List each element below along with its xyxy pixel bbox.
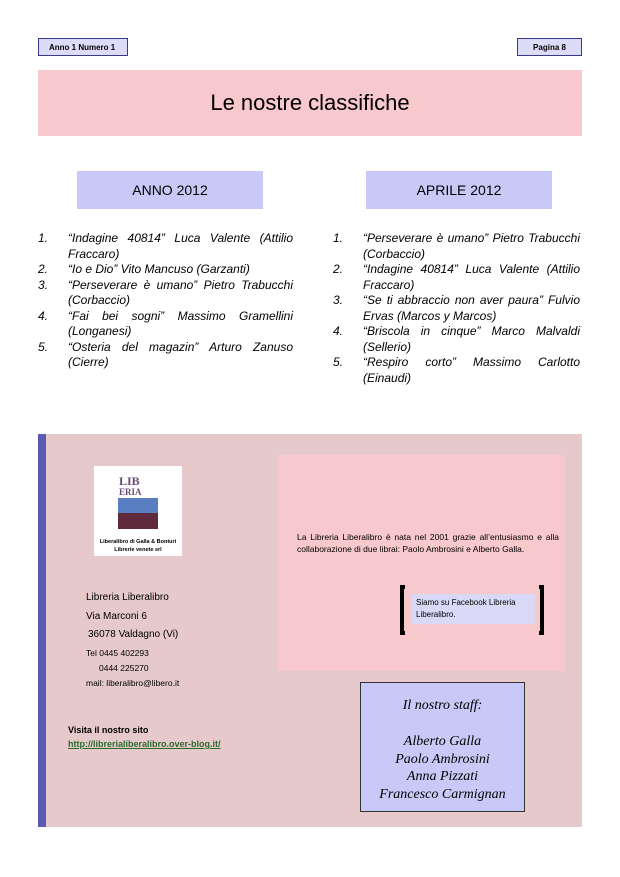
- item-text: “Perseverare è umano” Pietro Trabucchi (Corbaccio): [363, 231, 580, 261]
- staff-title: Il nostro staff:: [402, 698, 483, 713]
- item-number: 5.: [333, 355, 344, 369]
- list-item: [333, 262, 580, 293]
- heading-anno-2012: ANNO 2012: [77, 171, 263, 209]
- list-item: [38, 309, 293, 340]
- staff-member: Francesco Carmignan: [379, 786, 506, 802]
- item-text: “Indagine 40814” Luca Valente (Attilio Fraccaro): [363, 262, 580, 292]
- store-mail: mail: liberalibro@libero.it: [86, 678, 180, 688]
- item-number: 1.: [38, 231, 49, 245]
- list-item: [38, 231, 293, 262]
- item-text: “Respiro corto” Massimo Carlotto (Einaudi): [363, 355, 580, 385]
- site-label: Visita il nostro sito: [68, 725, 149, 735]
- site-link[interactable]: http://librerialiberalibro.over-blog.it/: [68, 739, 221, 749]
- svg-text:LIB: LIB: [119, 474, 140, 488]
- list-item: [38, 340, 293, 371]
- store-name: Libreria Liberalibro: [86, 592, 169, 603]
- list-item: [333, 231, 580, 262]
- bracket-left: [400, 585, 405, 635]
- item-text: “Osteria del magazin” Arturo Zanuso (Cierre): [68, 339, 293, 369]
- ranking-list-anno: [38, 231, 293, 371]
- staff-member: Alberto Galla: [403, 734, 482, 749]
- list-item: [38, 262, 293, 278]
- store-tel-2: 0444 225270: [99, 663, 149, 673]
- issue-label: Anno 1 Numero 1: [38, 38, 128, 56]
- liberalibro-logo-icon: [118, 471, 158, 529]
- decorative-stripe: [38, 434, 46, 827]
- logo-caption: [94, 538, 182, 554]
- info-box: [278, 455, 565, 671]
- svg-text:ERIA: ERIA: [119, 487, 142, 497]
- item-text: “Briscola in cinque” Marco Malvaldi (Sellerio): [363, 324, 580, 354]
- item-number: 4.: [38, 308, 49, 323]
- store-street: Via Marconi 6: [86, 611, 147, 622]
- item-number: 5.: [38, 339, 49, 354]
- item-number: 3.: [333, 293, 344, 307]
- item-number: 2.: [38, 262, 49, 276]
- facebook-callout: [400, 585, 544, 635]
- list-item: [333, 324, 580, 355]
- list-item: [333, 355, 580, 386]
- item-number: 2.: [333, 262, 344, 276]
- page-number: Pagina 8: [517, 38, 582, 56]
- item-number: 1.: [333, 231, 344, 245]
- item-number: 4.: [333, 324, 344, 338]
- item-text: “Perseverare è umano” Pietro Trabucchi (Corbaccio): [68, 277, 293, 307]
- title-band: [38, 70, 582, 136]
- logo-caption-line-2: Librerie venete srl: [114, 547, 162, 553]
- staff-member: Anna Pizzati: [406, 769, 479, 784]
- item-text: “Indagine 40814” Luca Valente (Attilio Fraccaro): [68, 231, 293, 261]
- bracket-right: [539, 585, 544, 635]
- page-title: Le nostre classifiche: [210, 90, 410, 115]
- list-item: [38, 278, 293, 309]
- store-tel-1: Tel 0445 402293: [86, 648, 149, 658]
- ranking-list-aprile: [333, 231, 580, 386]
- heading-aprile-2012: APRILE 2012: [366, 171, 552, 209]
- staff-member: Paolo Ambrosini: [395, 751, 490, 767]
- store-city: 36078 Valdagno (Vi): [88, 629, 179, 640]
- item-text: “Fai bei sogni” Massimo Gramellini (Longanesi): [68, 308, 293, 338]
- list-item: [333, 293, 580, 324]
- facebook-text: Siamo su Facebook Libreria Liberalibro.: [412, 594, 535, 624]
- logo-caption-line-1: Liberalibro di Galla & Bonturi: [99, 539, 177, 545]
- info-text: La Libreria Liberalibro è nata nel 2001 grazie all’entusiasmo e alla collaborazione di due librai: Paolo Ambrosini e Alberto Galla.: [297, 532, 559, 554]
- staff-box: [360, 682, 525, 812]
- store-logo: [94, 466, 182, 556]
- item-text: “Io e Dio” Vito Mancuso (Garzanti): [68, 262, 250, 276]
- item-number: 3.: [38, 277, 49, 292]
- staff-list: [361, 733, 524, 803]
- item-text: “Se ti abbraccio non aver paura” Fulvio Ervas (Marcos y Marcos): [363, 293, 580, 323]
